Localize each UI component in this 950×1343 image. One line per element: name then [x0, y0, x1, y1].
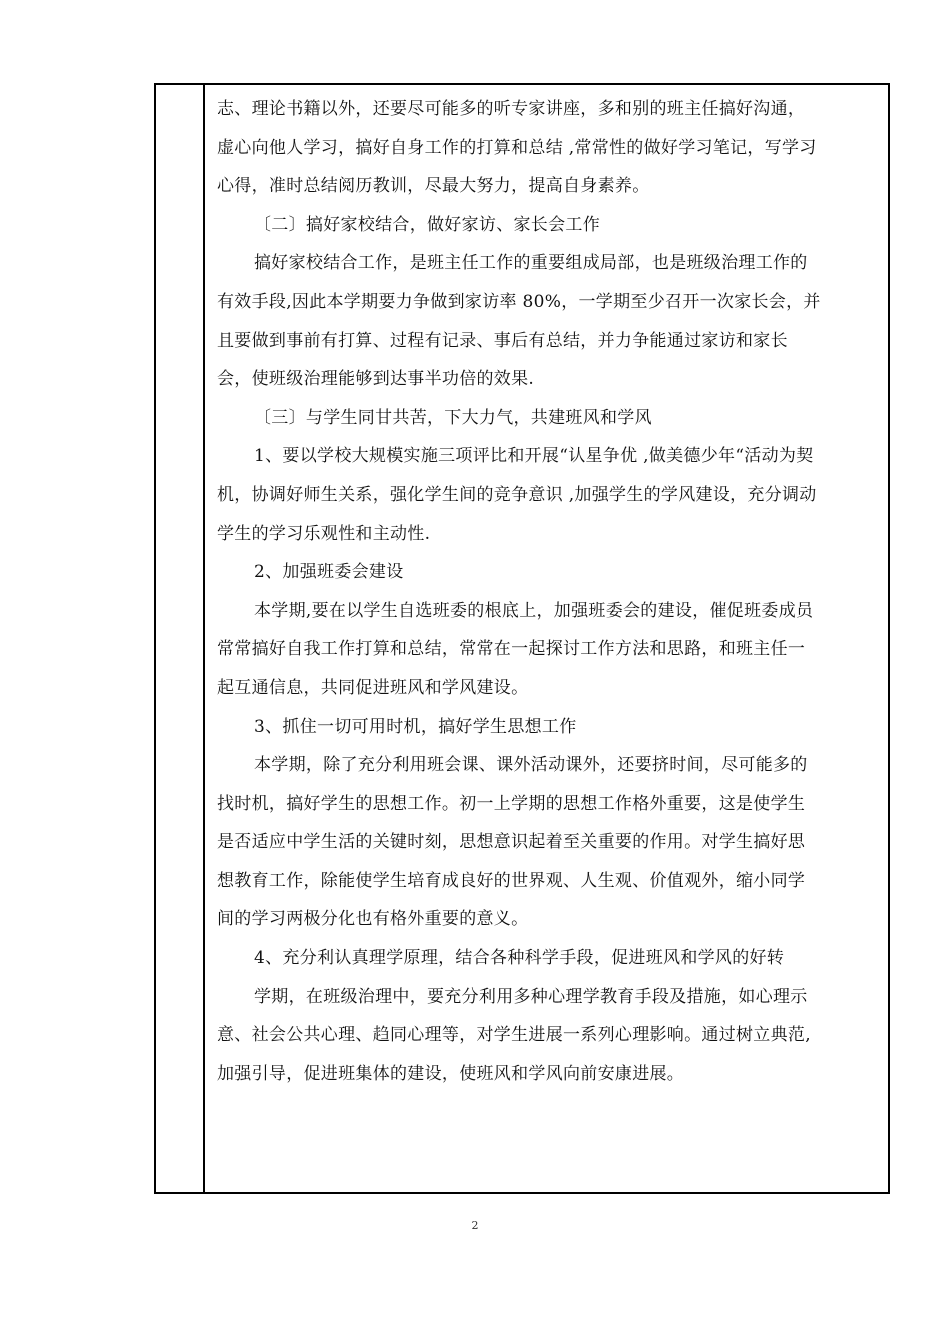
text-line: 意、社会公共心理、趋同心理等，对学生进展一系列心理影响。通过树立典范, [217, 1025, 811, 1046]
text-line: 会，使班级治理能够到达事半功倍的效果. [217, 369, 535, 390]
subsection-heading-3: 3、抓住一切可用时机，搞好学生思想工作 [254, 716, 577, 737]
section-heading-3: 〔三〕与学生同甘共苦，下大力气，共建班风和学风 [254, 407, 652, 428]
text-line: 机，协调好师生关系，强化学生间的竞争意识 ,加强学生的学风建设，充分调动 [217, 484, 817, 505]
subsection-heading-2: 2、加强班委会建设 [254, 562, 404, 583]
text-line: 本学期，除了充分利用班会课、课外活动课外，还要挤时间，尽可能多的 [254, 755, 808, 776]
text-line: 起互通信息，共同促进班风和学风建设。 [217, 677, 529, 698]
text-line: 学期，在班级治理中，要充分利用多种心理学教育手段及措施，如心理示 [254, 986, 808, 1007]
text-line: 心得，准时总结阅历教训，尽最大努力，提高自身素养。 [217, 176, 650, 197]
text-line: 1、要以学校大规模实施三项评比和开展“认星争优 ,做美德少年“活动为契 [254, 446, 814, 467]
table-column-divider [203, 83, 205, 1194]
text-line: 学生的学习乐观性和主动性. [217, 523, 431, 544]
text-line: 找时机，搞好学生的思想工作。初一上学期的思想工作格外重要，这是使学生 [217, 793, 806, 814]
page-number: 2 [471, 1219, 479, 1232]
text-line: 常常搞好自我工作打算和总结，常常在一起探讨工作方法和思路，和班主任一 [217, 639, 806, 660]
section-heading-2: 〔二〕搞好家校结合，做好家访、家长会工作 [254, 214, 600, 235]
text-line: 志、理论书籍以外，还要尽可能多的听专家讲座，多和别的班主任搞好沟通， [217, 99, 806, 119]
document-body [217, 90, 881, 1093]
text-line: 间的学习两极分化也有格外重要的意义。 [217, 909, 529, 930]
text-line: 加强引导，促进班集体的建设，使班风和学风向前安康进展。 [217, 1063, 685, 1084]
text-line: 虚心向他人学习，搞好自身工作的打算和总结 ,常常性的做好学习笔记，写学习 [217, 137, 817, 158]
text-line: 想教育工作，除能使学生培育成良好的世界观、人生观、价值观外，缩小同学 [217, 870, 806, 891]
text-line: 且要做到事前有打算、过程有记录、事后有总结，并力争能通过家访和家长 [217, 330, 788, 351]
text-line: 是否适应中学生活的关键时刻，思想意识起着至关重要的作用。对学生搞好思 [217, 832, 806, 853]
text-line: 搞好家校结合工作，是班主任工作的重要组成局部，也是班级治理工作的 [254, 253, 808, 274]
text-line: 本学期,要在以学生自选班委的根底上，加强班委会的建设，催促班委成员 [254, 600, 814, 621]
text-line: 有效手段,因此本学期要力争做到家访率 80%，一学期至少召开一次家长会，并 [217, 291, 821, 312]
subsection-heading-4: 4、充分利认真理学原理，结合各种科学手段，促进班风和学风的好转 [254, 948, 785, 969]
